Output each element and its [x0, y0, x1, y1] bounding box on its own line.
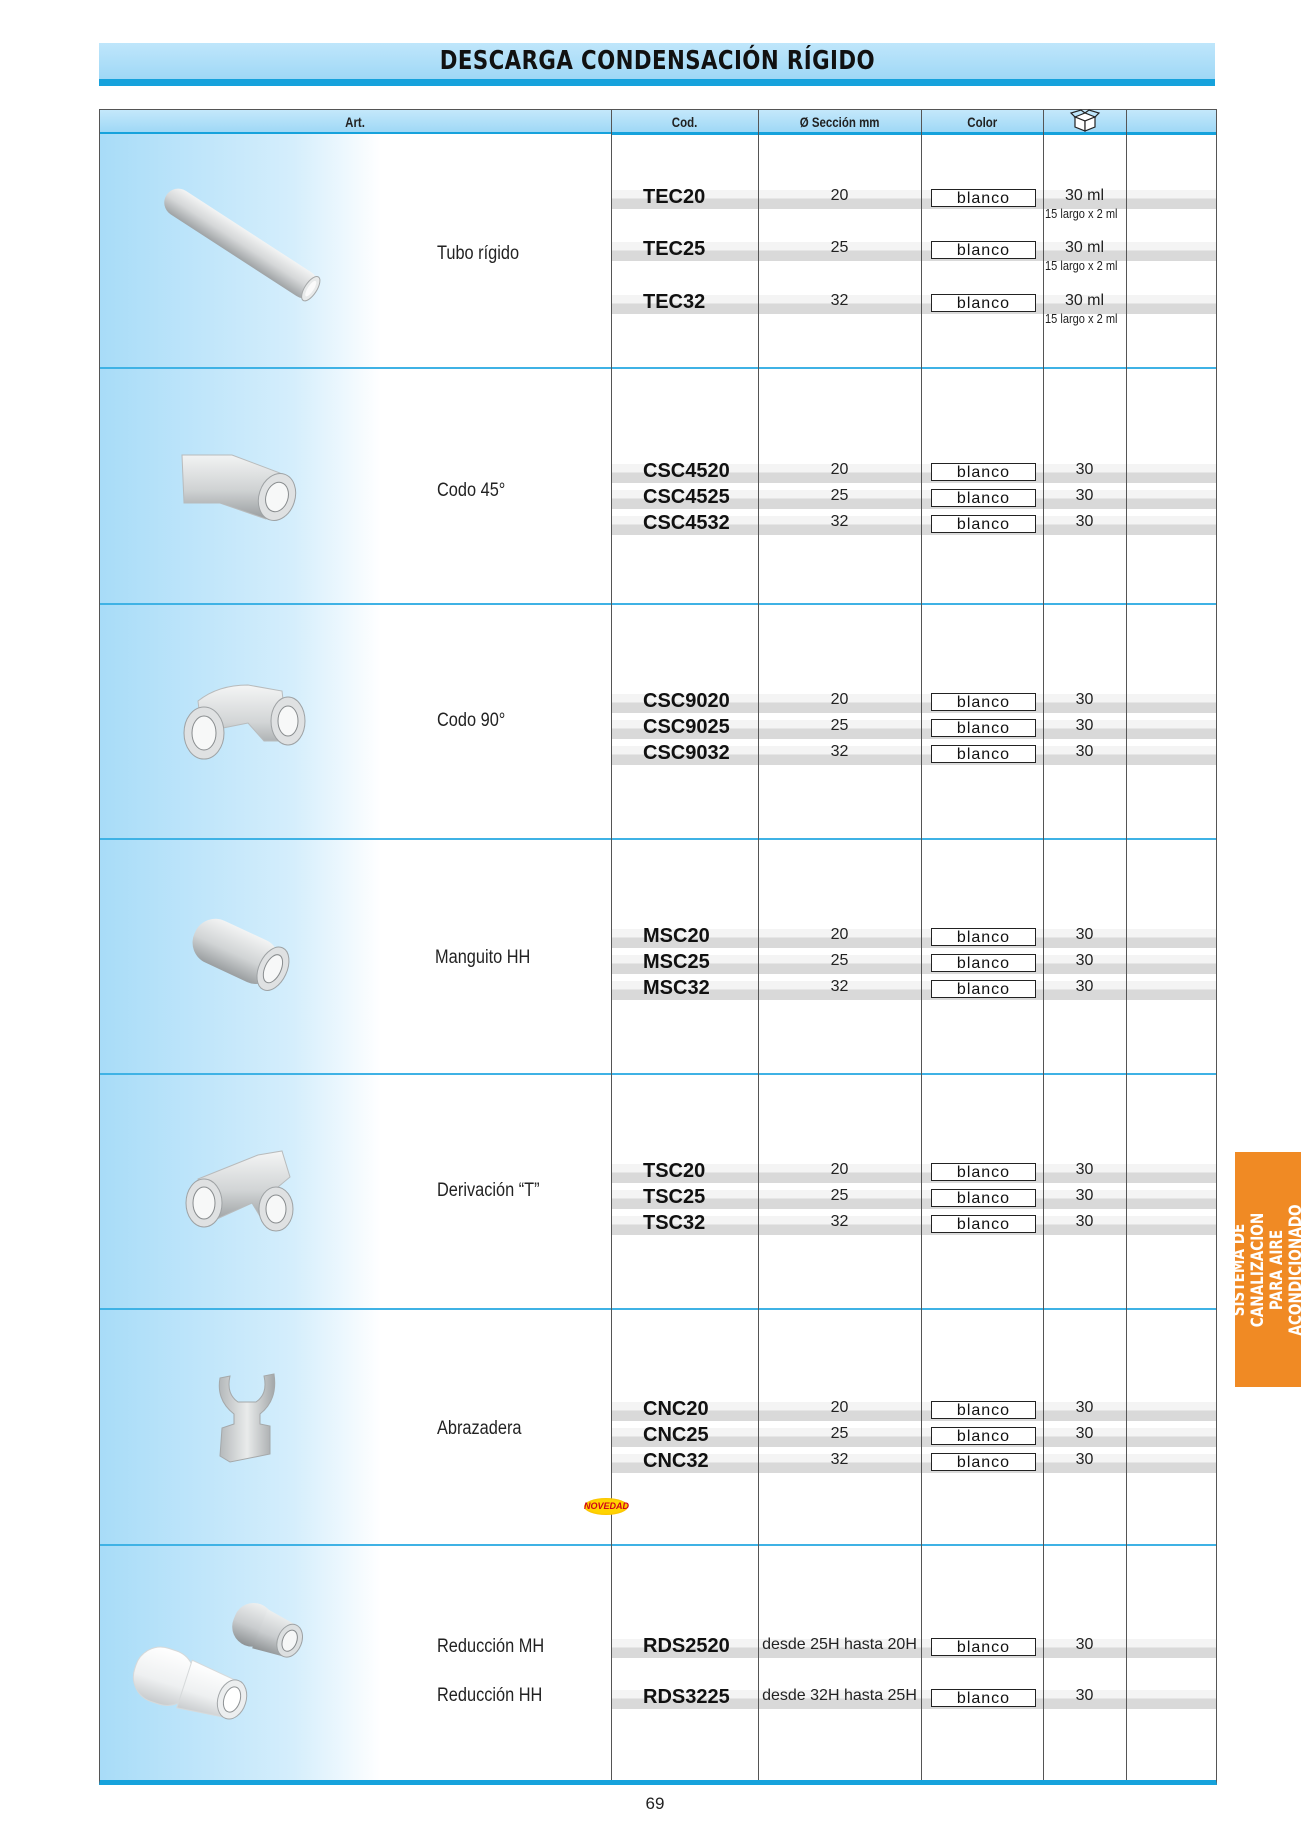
section-codo-45	[100, 369, 1216, 605]
product-pack: 30	[1075, 1687, 1094, 1704]
product-color: blanco	[931, 189, 1036, 207]
side-tab-line-1: SISTEMA DE CANALIZACION	[1229, 1212, 1268, 1327]
product-code: CSC9020	[643, 690, 730, 712]
product-pack: 30	[1075, 1399, 1094, 1416]
product-section: 25	[830, 717, 849, 734]
product-code: MSC25	[643, 951, 710, 973]
product-code: TEC32	[643, 291, 706, 313]
product-code: TSC32	[643, 1212, 706, 1234]
product-pack: 30	[1075, 487, 1094, 504]
product-code: RDS3225	[643, 1686, 730, 1708]
product-pack: 30	[1075, 461, 1094, 478]
product-color: blanco	[931, 1427, 1036, 1445]
product-pack: 30	[1075, 952, 1094, 969]
section-manguito-hh	[100, 840, 1216, 1075]
product-pack: 30	[1075, 1187, 1094, 1204]
product-section: 32	[830, 292, 849, 309]
product-pack-note: 15 largo x 2 ml	[1045, 311, 1118, 326]
tee-image	[178, 1143, 308, 1239]
product-section: 25	[830, 1425, 849, 1442]
header-seccion: Ø Sección mm	[799, 114, 880, 130]
product-pack: 30	[1075, 691, 1094, 708]
sleeve-image	[184, 912, 294, 996]
product-pack-note: 15 largo x 2 ml	[1045, 258, 1118, 273]
product-pack: 30	[1075, 1636, 1094, 1653]
product-section: 32	[830, 1213, 849, 1230]
product-code: MSC20	[643, 925, 710, 947]
product-pack: 30	[1075, 926, 1094, 943]
header-cod: Cod.	[671, 114, 698, 130]
product-section: 20	[830, 1399, 849, 1416]
product-code: CNC32	[643, 1450, 709, 1472]
section-derivacion-t	[100, 1075, 1216, 1310]
product-section: desde 25H hasta 20H	[762, 1636, 917, 1653]
product-section: 20	[830, 1161, 849, 1178]
product-pack: 30	[1075, 1213, 1094, 1230]
product-color: blanco	[931, 719, 1036, 737]
product-section: 20	[830, 926, 849, 943]
product-color: blanco	[931, 1189, 1036, 1207]
novedad-badge: NOVEDAD	[584, 1498, 628, 1515]
reducer-image	[130, 1596, 320, 1726]
product-section: 20	[830, 691, 849, 708]
product-section: 32	[830, 513, 849, 530]
product-section: 32	[830, 743, 849, 760]
product-section: 20	[830, 461, 849, 478]
product-color: blanco	[931, 1638, 1036, 1656]
article-label: Reducción HH	[437, 1685, 543, 1706]
article-label: Codo 45°	[437, 480, 506, 501]
section-codo-90	[100, 605, 1216, 840]
product-color: blanco	[931, 1689, 1036, 1707]
page-title-bar	[99, 43, 1215, 86]
product-code: CNC25	[643, 1424, 709, 1446]
article-label: Codo 90°	[437, 710, 506, 731]
product-pack: 30 ml	[1064, 292, 1105, 309]
product-section: 32	[830, 1451, 849, 1468]
clamp-image	[212, 1370, 282, 1464]
product-color: blanco	[931, 489, 1036, 507]
product-pack: 30 ml	[1064, 239, 1105, 256]
product-code: TSC25	[643, 1186, 706, 1208]
product-code: TEC25	[643, 238, 706, 260]
product-code: CSC4525	[643, 486, 730, 508]
product-section: 25	[830, 239, 849, 256]
product-color: blanco	[931, 463, 1036, 481]
product-code: CSC9025	[643, 716, 730, 738]
product-code: MSC32	[643, 977, 710, 999]
product-code: CSC4520	[643, 460, 730, 482]
product-section: 25	[830, 487, 849, 504]
product-section: 32	[830, 978, 849, 995]
product-section: 25	[830, 1187, 849, 1204]
product-color: blanco	[931, 1453, 1036, 1471]
header-art: Art.	[345, 114, 366, 130]
product-color: blanco	[931, 980, 1036, 998]
side-tab-line-2: PARA AIRE ACONDICIONADO	[1267, 1203, 1306, 1336]
product-pack: 30	[1075, 1425, 1094, 1442]
box-icon	[1043, 110, 1126, 132]
product-color: blanco	[931, 1401, 1036, 1419]
product-pack: 30 ml	[1064, 187, 1105, 204]
product-code: CSC9032	[643, 742, 730, 764]
column-divider	[1043, 109, 1044, 1780]
column-divider	[921, 109, 922, 1780]
product-color: blanco	[931, 928, 1036, 946]
product-pack: 30	[1075, 1451, 1094, 1468]
section-reduccion	[100, 1546, 1216, 1780]
article-label: Manguito HH	[435, 947, 531, 968]
article-label: Reducción MH	[437, 1636, 545, 1657]
article-label: Tubo rígido	[437, 243, 520, 264]
product-section: 20	[830, 187, 849, 204]
section-tubo-rigido	[100, 134, 1216, 369]
product-color: blanco	[931, 241, 1036, 259]
product-color: blanco	[931, 294, 1036, 312]
elbow-90-image	[178, 681, 314, 763]
column-divider	[758, 109, 759, 1780]
product-pack: 30	[1075, 513, 1094, 530]
product-color: blanco	[931, 1215, 1036, 1233]
product-code: CNC20	[643, 1398, 709, 1420]
product-pack-note: 15 largo x 2 ml	[1045, 206, 1118, 221]
product-code: RDS2520	[643, 1635, 730, 1657]
product-code: TEC20	[643, 186, 706, 208]
product-code: CSC4532	[643, 512, 730, 534]
page-number: 69	[645, 1794, 665, 1813]
column-divider	[1126, 109, 1127, 1780]
product-color: blanco	[931, 1163, 1036, 1181]
product-section: desde 32H hasta 25H	[762, 1687, 917, 1704]
product-table	[99, 109, 1217, 1785]
table-header	[100, 109, 1216, 135]
product-color: blanco	[931, 745, 1036, 763]
product-pack: 30	[1075, 1161, 1094, 1178]
pipe-image	[152, 184, 332, 304]
article-label: Derivación “T”	[437, 1180, 540, 1201]
product-section: 25	[830, 952, 849, 969]
article-label: Abrazadera	[437, 1418, 522, 1439]
product-code: TSC20	[643, 1160, 706, 1182]
product-pack: 30	[1075, 743, 1094, 760]
side-tab	[1229, 1152, 1306, 1387]
column-divider	[611, 109, 612, 1780]
product-color: blanco	[931, 954, 1036, 972]
page-title: DESCARGA CONDENSACIÓN RÍGIDO	[439, 46, 875, 76]
product-color: blanco	[931, 693, 1036, 711]
product-pack: 30	[1075, 717, 1094, 734]
product-pack: 30	[1075, 978, 1094, 995]
product-color: blanco	[931, 515, 1036, 533]
elbow-45-image	[180, 447, 310, 527]
section-abrazadera	[100, 1310, 1216, 1546]
header-color: Color	[967, 114, 997, 130]
